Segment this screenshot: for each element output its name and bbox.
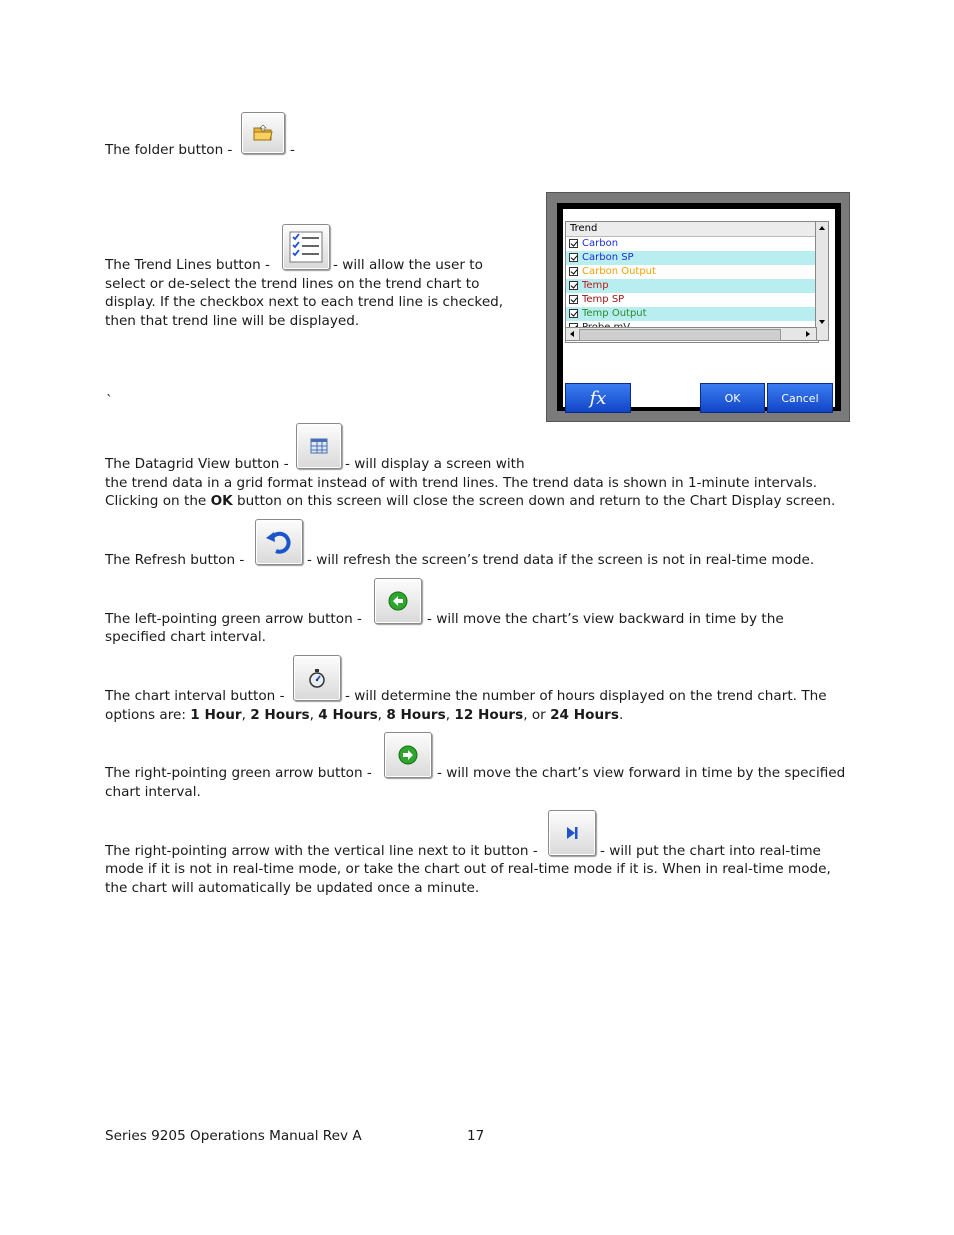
scroll-left-icon[interactable]	[566, 328, 578, 340]
option-8-hours: 8 Hours	[386, 707, 446, 723]
trend-lines-line4: then that trend line will be displayed.	[105, 313, 360, 329]
trend-item[interactable]	[566, 279, 818, 293]
folder-dash: -	[290, 142, 295, 158]
ok-button[interactable]: OK	[700, 383, 765, 413]
folder-button[interactable]	[241, 112, 285, 154]
right-arrow-button[interactable]	[384, 732, 432, 778]
horizontal-scrollbar[interactable]	[565, 327, 817, 341]
checklist-icon	[289, 231, 323, 263]
trend-list-header: Trend	[566, 222, 818, 237]
trend-dialog	[546, 192, 850, 422]
trend-checkbox[interactable]	[569, 253, 578, 262]
skip-to-end-icon	[564, 825, 580, 841]
trend-lines-suffix: - will allow the user to	[333, 257, 483, 273]
realtime-line2: mode if it is not in real-time mode, or take the chart out of real-time mode if it is. When in real-time mode,	[105, 861, 831, 877]
trend-item[interactable]	[566, 293, 818, 307]
page-number: 17	[467, 1128, 485, 1144]
datagrid-view-button[interactable]	[296, 423, 342, 469]
datagrid-line2: the trend data in a grid format instead of with trend lines. The trend data is shown in 1-minute intervals.	[105, 475, 818, 491]
option-2-hours: 2 Hours	[250, 707, 310, 723]
left-arrow-button[interactable]	[374, 578, 422, 624]
refresh-prefix: The Refresh button -	[105, 552, 245, 568]
green-left-arrow-icon	[388, 591, 408, 611]
left-arrow-prefix: The left-pointing green arrow button -	[105, 611, 362, 627]
refresh-suffix: - will refresh the screen’s trend data if the screen is not in real-time mode.	[307, 552, 815, 568]
trend-lines-prefix: The Trend Lines button -	[105, 257, 270, 273]
option-4-hours: 4 Hours	[318, 707, 378, 723]
trend-item-label: Carbon Output	[582, 266, 656, 277]
trend-checkbox[interactable]	[569, 309, 578, 318]
realtime-line3: the chart will automatically be updated once a minute.	[105, 880, 480, 896]
footer-title: Series 9205 Operations Manual Rev A	[105, 1128, 362, 1144]
trend-checkbox[interactable]	[569, 281, 578, 290]
realtime-suffix: - will put the chart into real-time	[600, 843, 821, 859]
left-arrow-line2: specified chart interval.	[105, 629, 267, 645]
right-arrow-suffix: - will move the chart’s view forward in time by the specified	[437, 765, 846, 781]
refresh-button[interactable]	[255, 519, 303, 565]
trend-item-label: Temp Output	[582, 308, 647, 319]
ok-reference: OK	[210, 493, 233, 509]
right-arrow-line2: chart interval.	[105, 784, 201, 800]
interval-prefix: The chart interval button -	[105, 688, 285, 704]
right-arrow-prefix: The right-pointing green arrow button -	[105, 765, 372, 781]
trend-item-label: Carbon SP	[582, 252, 634, 263]
scroll-up-icon[interactable]	[816, 222, 828, 234]
trend-item-label: Temp	[582, 280, 609, 291]
folder-text: The folder button -	[105, 142, 233, 158]
datagrid-suffix: - will display a screen with	[345, 456, 525, 472]
trend-item[interactable]	[566, 307, 818, 321]
horizontal-scroll-thumb[interactable]	[579, 329, 781, 341]
datagrid-line3: Clicking on the OK button on this screen will close the screen down and return to the Chart Display screen.	[105, 493, 836, 509]
folder-icon	[252, 124, 274, 142]
interval-suffix: - will determine the number of hours displayed on the trend chart. The	[345, 688, 827, 704]
green-right-arrow-icon	[398, 745, 418, 765]
vertical-scrollbar[interactable]	[815, 221, 829, 341]
trend-item[interactable]	[566, 251, 818, 265]
cancel-button[interactable]: Cancel	[767, 383, 833, 413]
trend-checkbox[interactable]	[569, 239, 578, 248]
scroll-right-icon[interactable]	[802, 328, 814, 340]
trend-lines-line3: display. If the checkbox next to each trend line is checked,	[105, 294, 504, 310]
fx-button[interactable]: fx	[565, 383, 631, 413]
interval-line2: options are: 1 Hour, 2 Hours, 4 Hours, 8 Hours, 12 Hours, or 24 Hours.	[105, 707, 624, 723]
realtime-prefix: The right-pointing arrow with the vertical line next to it button -	[105, 843, 538, 859]
trend-list[interactable]	[565, 221, 819, 343]
grid-icon	[310, 438, 328, 454]
trend-checkbox[interactable]	[569, 267, 578, 276]
stopwatch-icon	[306, 667, 328, 689]
trend-item-label: Temp SP	[582, 294, 625, 305]
chart-interval-button[interactable]	[293, 655, 341, 701]
trend-item[interactable]	[566, 265, 818, 279]
refresh-icon	[264, 527, 294, 557]
option-1-hour: 1 Hour	[190, 707, 242, 723]
left-arrow-suffix: - will move the chart’s view backward in time by the	[427, 611, 784, 627]
trend-checkbox[interactable]	[569, 295, 578, 304]
trend-lines-button[interactable]	[282, 224, 330, 270]
trend-lines-line2: select or de-select the trend lines on the trend chart to	[105, 276, 480, 292]
stray-backtick: `	[106, 393, 113, 409]
datagrid-prefix: The Datagrid View button -	[105, 456, 289, 472]
option-24-hours: 24 Hours	[550, 707, 619, 723]
trend-item[interactable]	[566, 237, 818, 251]
realtime-button[interactable]	[548, 810, 596, 856]
scroll-down-icon[interactable]	[816, 316, 828, 328]
trend-item-label: Carbon	[582, 238, 619, 249]
option-12-hours: 12 Hours	[454, 707, 524, 723]
